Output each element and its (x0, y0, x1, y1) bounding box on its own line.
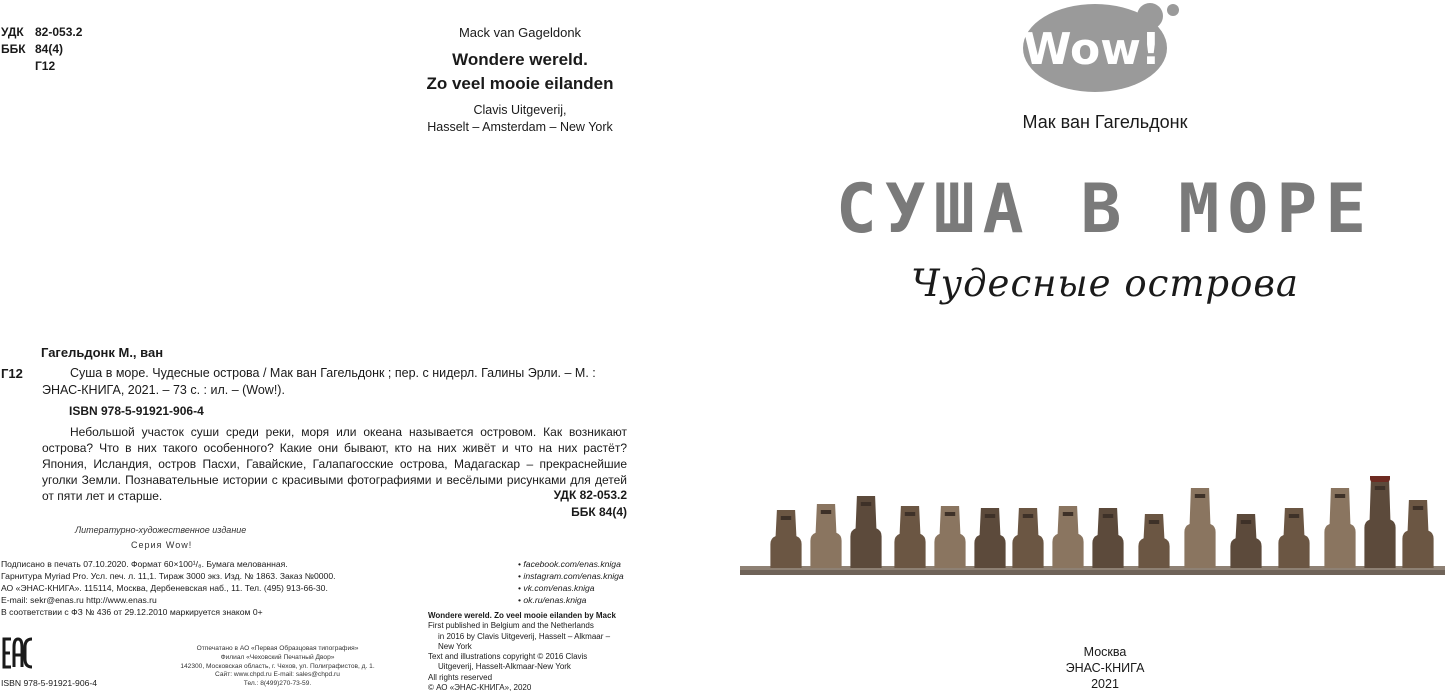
printing-line: 142300, Московская область, г. Чехов, ул. Полиграфистов, д. 1. (180, 662, 375, 670)
original-edition (390, 25, 650, 136)
printing-line: Тел.: 8(499)270-73-59. (243, 680, 312, 688)
instagram-link[interactable]: • instagram.com/enas.kniga (518, 570, 624, 582)
moai-statue (1278, 508, 1309, 568)
moai-statue (1230, 514, 1261, 568)
wow-logo (1020, 0, 1190, 98)
imprint-line: Гарнитура Myriad Pro. Усл. печ. л. 11,1. Тираж 3000 экз. Изд. № 1863. Заказ №0000. (1, 571, 336, 581)
original-publisher-line1: Clavis Uitgeverij, (473, 103, 567, 117)
copyright-block (428, 611, 643, 693)
original-title-line1: Wondere wereld. (452, 50, 588, 69)
imprint-line: АО «ЭНАС-КНИГА». 115114, Москва, Дербеневская наб., 11. Тел. (495) 913-66-30. (1, 583, 328, 593)
copyright-line: New York (438, 641, 472, 651)
annotation-text: Небольшой участок суши среди реки, моря или океана называется островом. Как возникают острова? Что в них такого особенного? Какие они бывают, кто на них живёт и что на них растёт? Япония, Исландия, остров Пасхи, Гавайские, Галапагосские острова, Мадагаскар – прекраснейшие уголки Земли. Познавательные истории с красивыми фотографиями и весёлыми рисунками для детей от пяти лет и старше. (42, 425, 627, 503)
moai-statue (1364, 476, 1395, 568)
cover-title: СУША В МОРЕ (835, 170, 1375, 249)
bbk-key: ББК (1, 42, 26, 56)
cover-subtitle: Чудесные острова (911, 262, 1299, 305)
printing-line: Сайт: www.chpd.ru E-mail: sales@chpd.ru (215, 671, 340, 679)
copyright-line: © АО «ЭНАС-КНИГА», 2020 (428, 683, 532, 693)
author-mark-value: Г12 (35, 59, 56, 73)
biblio-udk-bbk (500, 487, 627, 521)
ok-link[interactable]: • ok.ru/enas.kniga (518, 594, 624, 606)
printing-house (170, 645, 385, 689)
udk-block (1, 24, 82, 75)
printing-line: Филиал «Чеховский Печатный Двор» (220, 653, 335, 661)
imprint-line: В соответствии с ФЗ № 436 от 29.12.2010 маркируется знаком 0+ (1, 607, 263, 617)
udk-value: 82-053.2 (35, 25, 83, 39)
imprint-line: Подписано в печать 07.10.2020. Формат 60×100¹/₈. Бумага мелованная. (1, 559, 288, 569)
copyright-line: Uitgeverij, Hasselt-Alkmaar-New York (438, 662, 571, 672)
moai-statue (1012, 508, 1043, 568)
moai-statue (1138, 514, 1169, 568)
biblio-code: Г12 (1, 366, 23, 381)
bbk-value: 84(4) (35, 42, 64, 56)
copyright-line: Text and illustrations copyright © 2016 Clavis (428, 652, 588, 662)
biblio-udk-line: УДК 82-053.2 (553, 488, 627, 502)
moai-statue (1092, 508, 1123, 568)
eac-icon (2, 636, 34, 670)
printing-line: Отпечатано в АО «Первая Образцовая типография» (196, 645, 359, 652)
cover-author: Мак ван Гагельдонк (1022, 112, 1188, 132)
edition-series: Серия Wow! (131, 540, 193, 550)
moai-statues-photo (740, 476, 1445, 580)
moai-statue (770, 510, 801, 568)
moai-statue (1052, 506, 1083, 568)
biblio-bbk-line: ББК 84(4) (571, 505, 627, 519)
copyright-line: in 2016 by Clavis Uitgeverij, Hasselt – Alkmaar – (438, 631, 611, 641)
biblio-author: Гагельдонк М., ван (41, 345, 164, 360)
moai-statue (1324, 488, 1355, 568)
copyright-line: All rights reserved (428, 672, 493, 682)
facebook-link[interactable]: • facebook.com/enas.kniga (518, 558, 624, 570)
cover-imprint (1040, 644, 1170, 692)
vk-link[interactable]: • vk.com/enas.kniga (518, 582, 624, 594)
social-links (518, 558, 624, 606)
copyright-line: First published in Belgium and the Netherlands (428, 621, 594, 631)
moai-statue (894, 506, 925, 568)
isbn-bottom: ISBN 978-5-91921-906-4 (1, 678, 98, 688)
cover-publisher: ЭНАС-КНИГА (1065, 661, 1145, 675)
copyright-title: Wondere wereld. Zo veel mooie eilanden by Mack (428, 611, 616, 620)
biblio-description-line1: Суша в море. Чудесные острова / Мак ван Гагельдонк ; пер. с нидерл. Галины Эрли. – М. : (70, 366, 596, 380)
cover-city: Москва (1083, 645, 1127, 659)
moai-statue (974, 508, 1005, 568)
eac-mark (2, 636, 34, 675)
logo-text: Wow! (1023, 24, 1161, 75)
biblio-isbn: ISBN 978-5-91921-906-4 (69, 404, 204, 418)
moai-statue (850, 496, 881, 568)
biblio-description-line2: ЭНАС-КНИГА, 2021. – 73 с. : ил. – (Wow!). (42, 383, 285, 397)
imprint-block (1, 558, 411, 618)
moai-statue (810, 504, 841, 568)
cover-year: 2021 (1091, 677, 1119, 691)
moai-statue (1184, 488, 1215, 568)
biblio-description (42, 365, 627, 399)
udk-key: УДК (1, 25, 24, 39)
original-title-line2: Zo veel mooie eilanden (426, 74, 614, 93)
imprint-line: E-mail: sekr@enas.ru http://www.enas.ru (1, 595, 157, 605)
original-author: Mack van Gageldonk (458, 25, 582, 40)
moai-statue (934, 506, 965, 568)
edition-type: Литературно-художественное издание (75, 525, 247, 535)
original-publisher-line2: Hasselt – Amsterdam – New York (427, 120, 613, 134)
moai-statue (1402, 500, 1433, 568)
